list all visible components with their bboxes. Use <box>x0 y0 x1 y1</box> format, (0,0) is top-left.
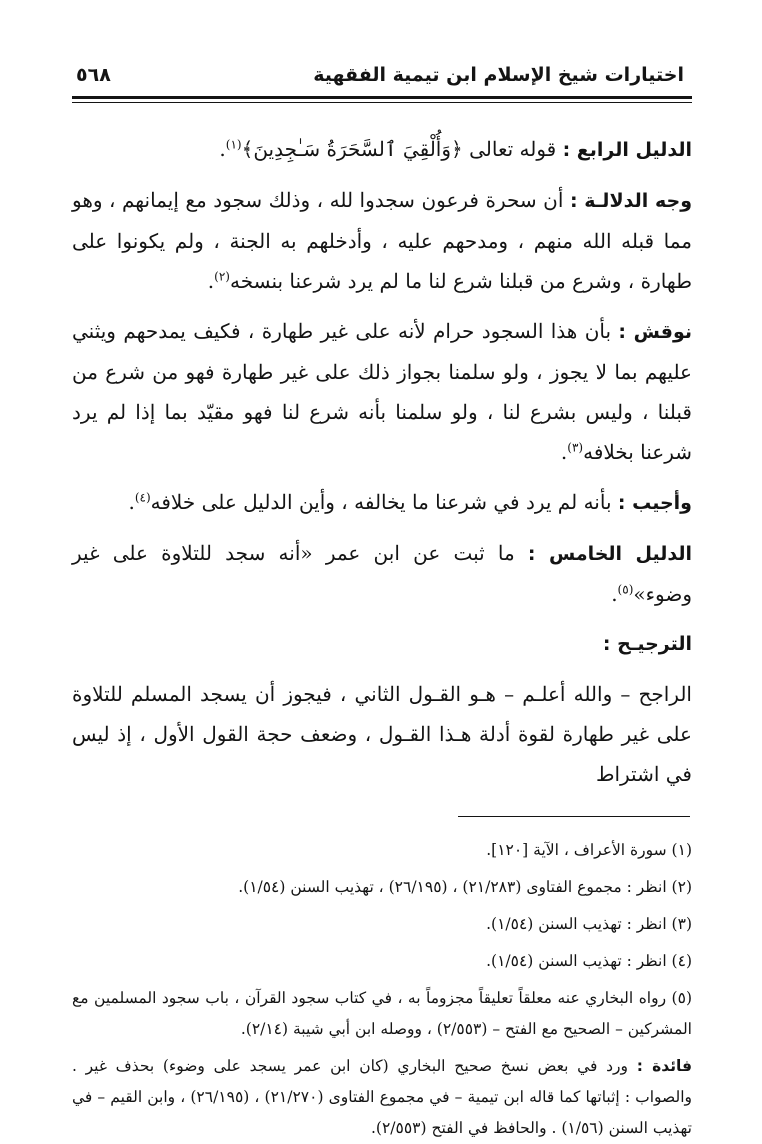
main-text <box>72 129 692 794</box>
paragraph-text: أن سحرة فرعون سجدوا لله ، وذلك سجود مع إيمانهم ، وهو مما قبله الله منهم ، ومدحهم عليه ، وأدخلهم به الجنة ، ولم يكونوا على طهارة ، وشرع من قبلنا شرع لنا ما لم يرد شرعنا بنسخه <box>72 188 692 293</box>
paragraph-end: . <box>207 269 215 293</box>
paragraph-end: . <box>560 440 568 464</box>
footnote-faida <box>72 1051 692 1144</box>
running-head <box>72 64 692 92</box>
footnote-ref: (٢) <box>214 269 230 284</box>
paragraph-answer <box>72 482 692 523</box>
footnote-4: (٤) انظر : تهذيب السنن (١/٥٤). <box>486 952 692 970</box>
paragraph-tarjih: الراجح – والله أعلـم – هـو القـول الثاني ، فيجوز أن يسجد المسلم للتلاوة على غير طهارة لقوة أدلة هـذا القـول ، وضعف حجة القول الأول ، إذ ليس في اشتراط <box>72 682 692 786</box>
paragraph-text: بأن هذا السجود حرام لأنه على غير طهارة ، فكيف يمدحهم ويثني عليهم بما لا يجوز ، ولو سلمنا بجواز ذلك على غير طهارة فهو من شرع من قبلنا ، وليس بشرع لنا ، ولو سلمنا بأنه شرع لنا فهو مقيّد بما إذا لم يرد شرعنا بخلافه <box>72 319 692 464</box>
footnote-separator <box>458 816 690 817</box>
footnote-ref: (٣) <box>567 440 584 455</box>
footnote-3: (٣) انظر : تهذيب السنن (١/٥٤). <box>486 915 692 933</box>
footnote-1: (١) سورة الأعراف ، الآية [١٢٠]. <box>486 841 692 859</box>
paragraph-text: قوله تعالى ﴿وَأُلْقِيَ ٱلسَّحَرَةُ سَـٰجِدِينَ﴾ <box>241 137 563 161</box>
footnotes <box>72 835 692 1144</box>
page-number: ٥٦٨ <box>76 64 111 86</box>
paragraph-fifth-proof <box>72 533 692 614</box>
footnote-ref: (١) <box>225 137 242 152</box>
footnote-5: (٥) رواه البخاري عنه معلقاً تعليقاً مجزوماً به ، في كتاب سجود القرآن ، باب سجود المسلمين مع المشركين – الصحيح مع الفتح – (٢/٥٥٣) ، ووصله ابن أبي شيبة (٢/١٤). <box>72 989 692 1038</box>
paragraph-objection <box>72 311 692 472</box>
faida-text: ورد في بعض نسخ صحيح البخاري (كان ابن عمر يسجد على وضوء) بحذف غير . والصواب : إثباتها كما قاله ابن تيمية – في مجموع الفتاوى (٢١/٢٧٠) ، (٢٦/١٩٥) ، وابن القيم – في تهذيب السنن (١/٥٦) . والحافظ في الفتح (٢/٥٥٣). <box>72 1057 693 1137</box>
paragraph-lead: الدليل الخامس : <box>527 543 692 565</box>
footnote-ref: (٥) <box>617 582 634 597</box>
faida-lead: فائدة : <box>636 1057 692 1075</box>
paragraph-end: . <box>128 490 135 514</box>
paragraph-lead: وأجيب : <box>617 492 692 514</box>
footnote-ref: (٤) <box>134 490 151 505</box>
paragraph-lead: نوقش : <box>618 321 692 343</box>
footnote-2: (٢) انظر : مجموع الفتاوى (٢١/٢٨٣) ، (٢٦/١٩٥) ، تهذيب السنن (١/٥٤). <box>238 878 692 896</box>
section-heading-tarjih: الترجيـح : <box>602 633 692 655</box>
paragraph-lead: وجه الدلالـة : <box>569 190 693 212</box>
header-rule-thin <box>72 102 692 103</box>
header-rule-thick <box>72 96 692 99</box>
paragraph-end: . <box>611 582 618 606</box>
paragraph-end: . <box>219 137 226 161</box>
paragraph-lead: الدليل الرابع : <box>562 139 692 161</box>
paragraph-indication <box>72 180 692 301</box>
paragraph-text: بأنه لم يرد في شرعنا ما يخالفه ، وأين الدليل على خلافه <box>150 490 618 514</box>
paragraph-text: ما ثبت عن ابن عمر «أنه سجد للتلاوة على غير وضوء» <box>72 541 692 606</box>
paragraph-fourth-proof <box>72 129 692 170</box>
running-title: اختيارات شيخ الإسلام ابن تيمية الفقهية <box>313 64 684 86</box>
